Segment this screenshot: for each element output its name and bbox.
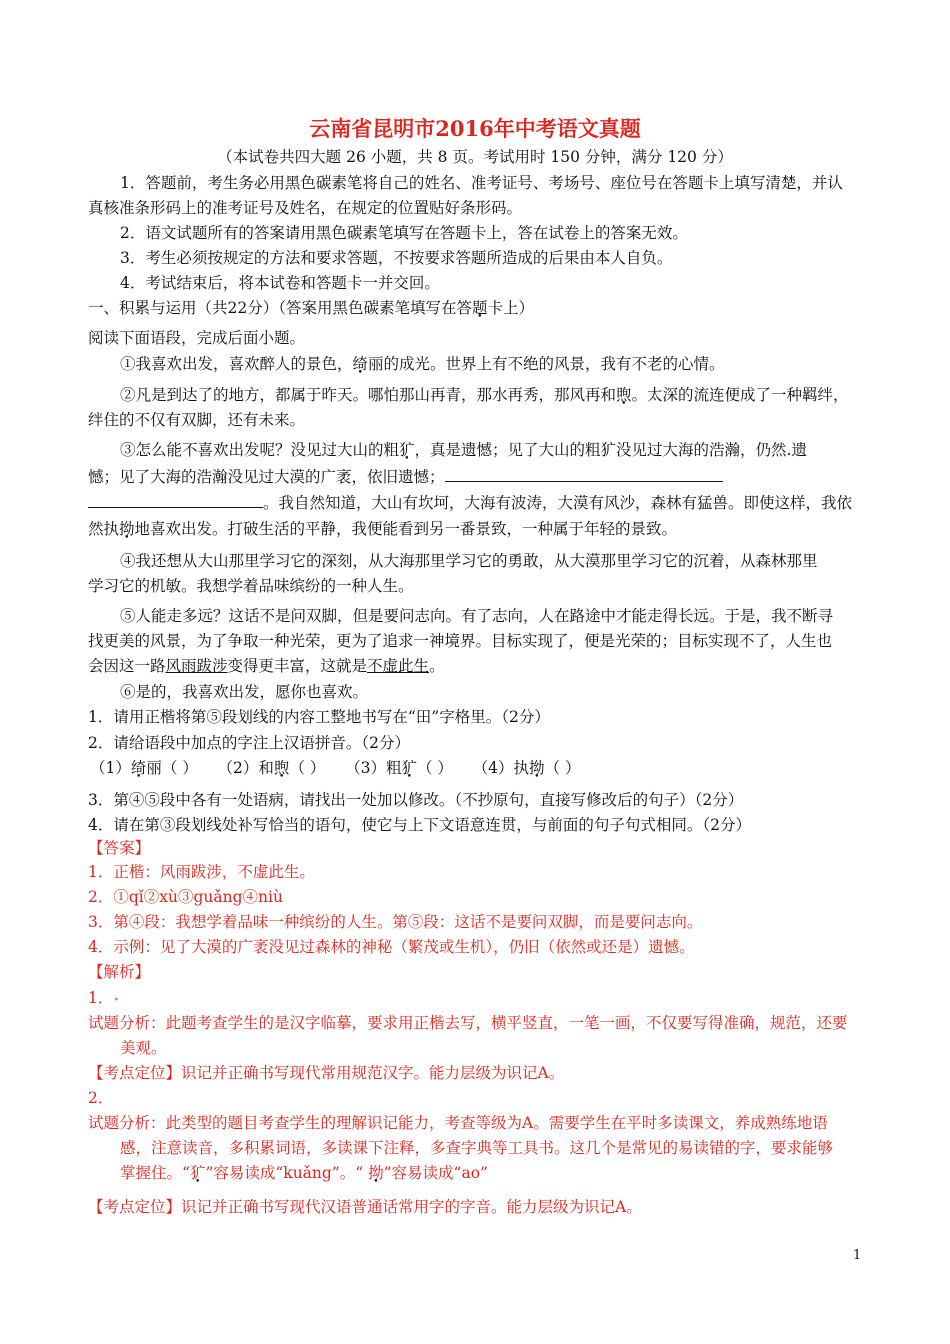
passage-p5b: 找更美的风景，为了争取一种光荣，更为了追求一神境界。目标实现了，便是光荣的；目标实现不了，人生也: [88, 632, 833, 650]
passage-p4a: ④我还想从大山那里学习它的深刻，从大海那里学习它的勇敢，从大漠那里学习它的沉着，从森林那里: [120, 552, 818, 570]
fill-blank: [445, 466, 723, 482]
analysis-point-2: 【考点定位】识记并正确书写现代汉语普通话常用字的字音。能力层级为识记A。: [88, 1198, 642, 1216]
passage-p2b: 绊住的不仅有双脚，还有未来。: [88, 411, 306, 429]
question-1: 1．请用正楷将第⑤段划线的内容工整地书写在“田”字格里。（2分）: [88, 708, 550, 726]
question-2-items: （1）绮丽（ ） （2）和煦（ ） （3）粗犷（ ） （4）执拗（ ）: [90, 759, 581, 777]
section-intro: 阅读下面语段，完成后面小题。: [88, 329, 306, 347]
passage-p1: ①我喜欢出发，喜欢醉人的景色，绮丽的成光。世界上有不绝的风景，我有不老的心情。: [120, 355, 725, 373]
analysis-2a: 试题分析：此类型的题目考查学生的理解识记能力，考查等级为A。需要学生在平时多读课文，养成熟练地语: [88, 1114, 828, 1132]
passage-p5c: 会因这一路风雨跋涉变得更丰富，这就是不虚此生。: [88, 657, 445, 675]
instruction-1a: 1．答题前，考生务必用黑色碳素笔将自己的姓名、准考证号、考场号、座位号在答题卡上填写清楚，并认: [120, 174, 843, 192]
passage-p3a: ③怎么能不喜欢出发呢？没见过大山的粗犷，真是遗憾；见了大山的粗犷没见过大海的浩瀚，仍然.遗: [120, 441, 807, 459]
instruction-4: 4．考试结束后，将本试卷和答题卡一并交回。: [120, 274, 440, 292]
passage-p3b: 憾；见了大海的浩瀚没见过大漠的广袤，依旧遗憾；: [88, 466, 723, 487]
answer-label: 【答案】: [88, 839, 151, 857]
fill-blank: [88, 492, 263, 508]
page-title: 云南省昆明市2016年中考语文真题: [309, 116, 641, 141]
answer-4: 4．示例：见了大漠的广袤没见过森林的神秘（繁茂或生机），仍旧（依然或还是）遗憾。: [88, 938, 695, 956]
instruction-3: 3．考生必须按规定的方法和要求答题，不按要求答题所造成的后果由本人自负。: [120, 249, 673, 267]
underlined-text: 风雨跋涉: [165, 657, 228, 675]
passage-p5a: ⑤人能走多远？这话不是问双脚，但是要问志向。有了志向，人在路途中才能走得长远。于是，我不断寻: [120, 607, 834, 625]
answer-1: 1．正楷：风雨跋涉，不虚此生。: [88, 863, 315, 881]
analysis-num-1: 1．•: [88, 989, 120, 1007]
dotted-text: 在答题卡上 •: [441, 299, 519, 317]
question-4: 4．请在第③段划线处补写恰当的语句，使它与上下文语意连贯，与前面的句子句式相同。（2分）: [88, 816, 751, 834]
answer-2: 2．①qǐ②xù③guǎng④niù: [88, 888, 283, 906]
analysis-num-2: 2．: [88, 1089, 114, 1107]
passage-p4b: 学习它的机敏。我想学着品味缤纷的一种人生。: [88, 577, 414, 595]
passage-p6: ⑥是的，我喜欢出发，愿你也喜欢。: [120, 683, 369, 701]
underlined-text: 不虚此生: [367, 657, 430, 675]
passage-p3c: 。我自然知道，大山有坎坷，大海有波涛，大漠有风沙，森林有猛兽。即使这样，我依: [88, 492, 852, 513]
analysis-2c: 掌握住。“犷”容易读成“kuǎng”。“ 拗”容易读成“ao”: [120, 1164, 488, 1182]
passage-p2a: ②凡是到达了的地方，都属于昨天。哪怕那山再青，那水再秀，那风再和煦。太深的流连便成了一种羁绊，: [120, 386, 849, 404]
section-heading: 一、积累与运用（共22分）（答案用黑色碳素笔填写在答题卡上 •）: [88, 298, 534, 318]
page-number: 1: [853, 1248, 862, 1263]
analysis-point-1: 【考点定位】识记并正确书写现代常用规范汉字。能力层级为识记A。: [88, 1064, 565, 1082]
question-2: 2．请给语段中加点的字注上汉语拼音。（2分）: [88, 734, 410, 752]
instruction-2: 2．语文试题所有的答案请用黑色碳素笔填写在答题卡上，答在试卷上的答案无效。: [120, 224, 688, 242]
passage-p3d: 然执拗地喜欢出发。打破生活的平静，我便能看到另一番景致，一种属于年轻的景致。: [88, 520, 678, 538]
exam-subtitle: （本试卷共四大题 26 小题，共 8 页。考试用时 150 分钟，满分 120 分）: [217, 148, 733, 166]
analysis-1b: 美观。: [120, 1039, 167, 1057]
analysis-1a: 试题分析：此题考查学生的是汉字临摹，要求用正楷去写，横平竖直，一笔一画，不仅要写得准确，规范，还要: [88, 1014, 848, 1032]
analysis-2b: 感，注意读音，多积累词语，多读课下注释，多查字典等工具书。这几个是常见的易读错的字，要求能够: [120, 1139, 834, 1157]
analysis-label: 【解析】: [88, 963, 151, 981]
question-3: 3．第④⑤段中各有一处语病，请找出一处加以修改。（不抄原句，直接写修改后的句子）（2分）: [88, 791, 744, 809]
answer-3: 3．第④段：我想学着品味一种缤纷的人生。第⑤段：这话不是要问双脚，而是要问志向。: [88, 913, 703, 931]
instruction-1b: 真核准条形码上的准考证号及姓名，在规定的位置贴好条形码。: [88, 199, 523, 217]
